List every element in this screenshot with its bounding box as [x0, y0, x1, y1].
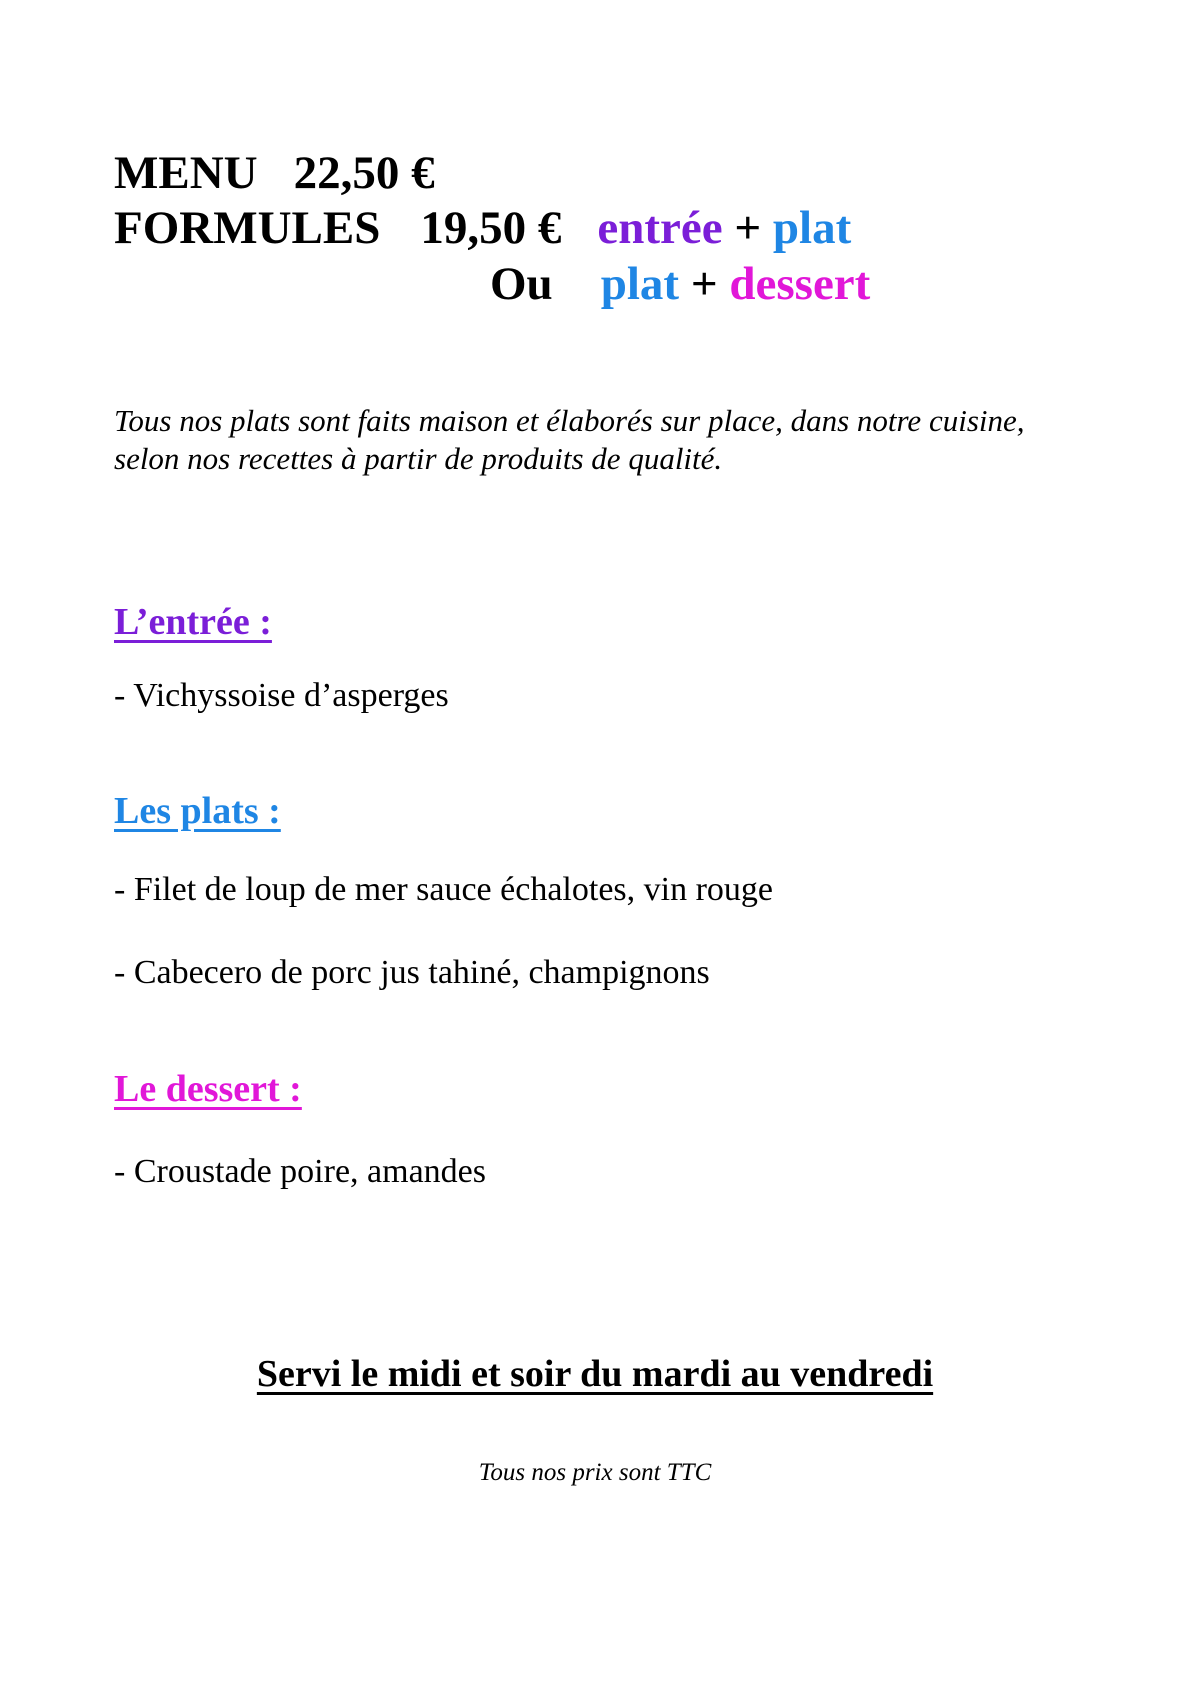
- formules-price-line: [114, 202, 852, 254]
- dessert-item-1: - Croustade poire, amandes: [114, 1153, 486, 1190]
- formules-price: 19,50 €: [420, 202, 562, 254]
- menu-label: MENU: [114, 147, 258, 199]
- intro-line-1: Tous nos plats sont faits maison et élaborés sur place, dans notre cuisine,: [114, 403, 1025, 438]
- menu-price: 22,50 €: [293, 147, 435, 199]
- menu-price-line: [114, 147, 435, 199]
- intro-line-2: selon nos recettes à partir de produits de qualité.: [114, 441, 723, 476]
- option2-plat: plat: [600, 258, 680, 310]
- option1-plus: +: [734, 202, 762, 254]
- intro-text: [114, 402, 1025, 478]
- option2-plus: +: [690, 258, 718, 310]
- or-label: Ou: [490, 258, 553, 310]
- plats-heading: Les plats :: [114, 790, 281, 832]
- price-note: Tous nos prix sont TTC: [478, 1459, 712, 1486]
- plats-item-2: - Cabecero de porc jus tahiné, champignons: [114, 954, 710, 991]
- option1-entree: entrée: [597, 202, 723, 254]
- option1-plat: plat: [772, 202, 852, 254]
- plats-item-1: - Filet de loup de mer sauce échalotes, vin rouge: [114, 871, 773, 908]
- dessert-heading: Le dessert :: [114, 1068, 302, 1110]
- entree-item-1: - Vichyssoise d’asperges: [114, 677, 449, 714]
- formules-label: FORMULES: [114, 202, 381, 254]
- option2-dessert: dessert: [729, 258, 871, 310]
- service-days: Servi le midi et soir du mardi au vendredi: [256, 1353, 934, 1395]
- entree-heading: L’entrée :: [114, 601, 272, 643]
- formules-alternative-line: [490, 258, 871, 310]
